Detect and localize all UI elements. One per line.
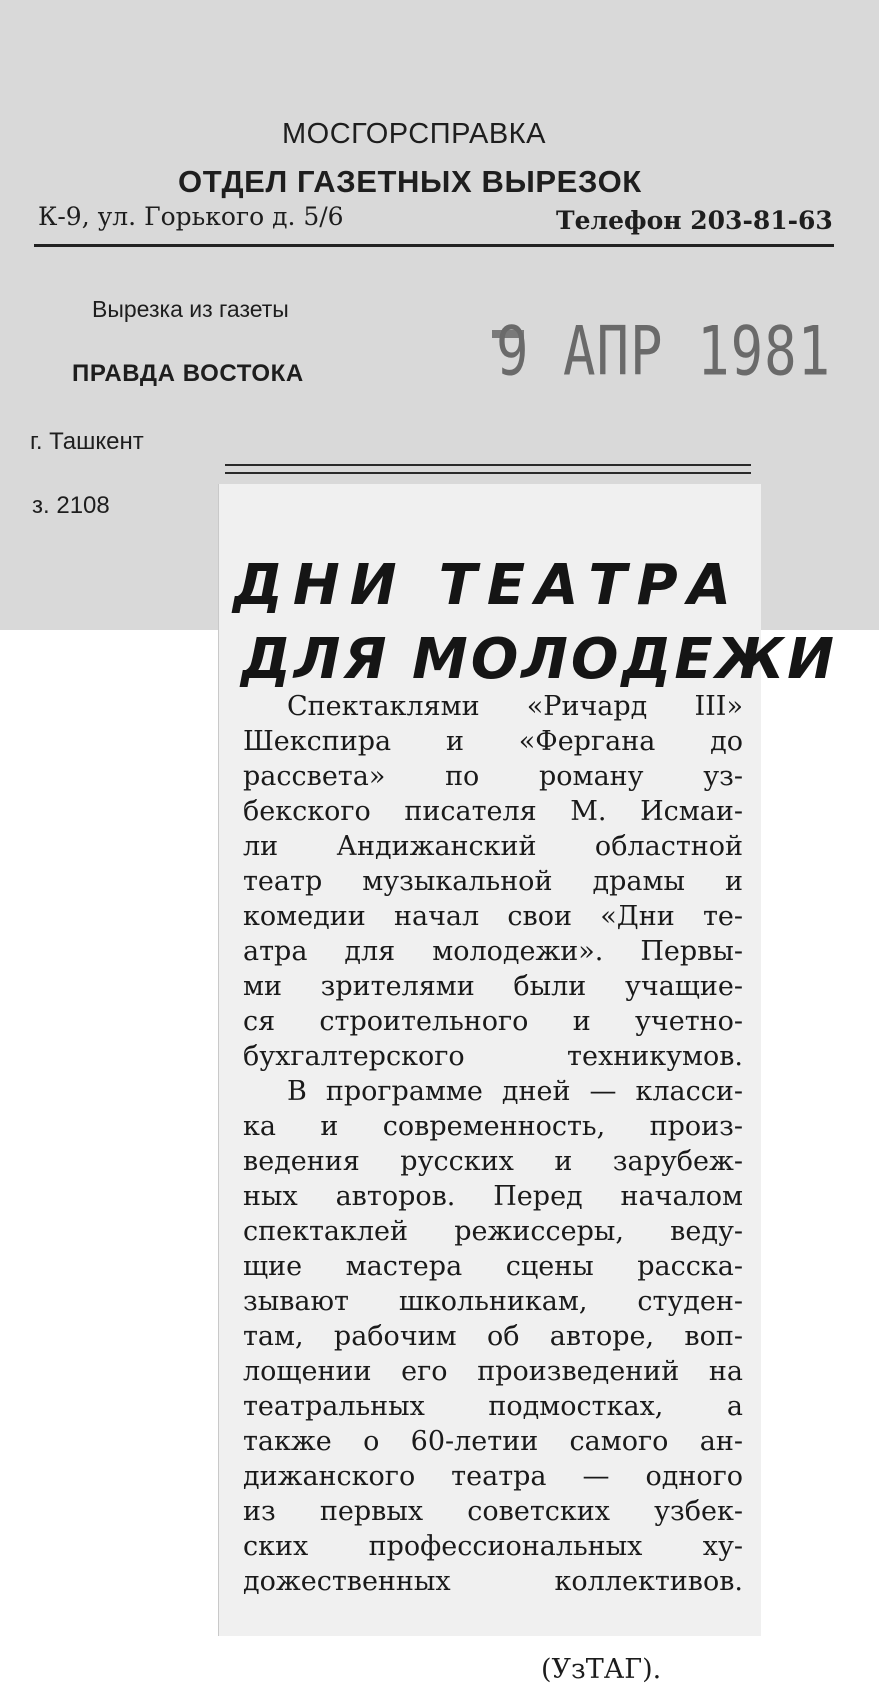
article-headline-line-1: ДНИ ТЕАТРА xyxy=(233,553,741,618)
article-line: ми зрителями были учащие- xyxy=(243,971,743,1002)
article-headline-line-2: ДЛЯ МОЛОДЕЖИ xyxy=(241,627,837,692)
article-body xyxy=(243,689,743,1599)
article-line: ских профессиональных ху- xyxy=(243,1531,743,1562)
clipping-top-rule-2 xyxy=(225,472,751,474)
article-line: зывают школьникам, студен- xyxy=(243,1286,743,1317)
header-divider xyxy=(34,244,834,247)
article-line: ных авторов. Перед началом xyxy=(243,1181,743,1212)
date-stamp: 9 АПР 1981 xyxy=(496,312,832,391)
article-line: ка и современность, произ- xyxy=(243,1111,743,1142)
order-number: з. 2108 xyxy=(32,492,110,519)
newspaper-name: ПРАВДА ВОСТОКА xyxy=(72,360,304,387)
article-signature: (УзТАГ). xyxy=(541,1654,662,1685)
article-line: атра для молодежи». Первы- xyxy=(243,936,743,967)
article-line: ся строительного и учетно- xyxy=(243,1006,743,1037)
article-line: ведения русских и зарубеж- xyxy=(243,1146,743,1177)
article-line: рассвета» по роману уз- xyxy=(243,761,743,792)
article-line: театральных подмостках, а xyxy=(243,1391,743,1422)
article-line: бухгалтерского техникумов. xyxy=(243,1041,743,1072)
article-line: ли Андижанский областной xyxy=(243,831,743,862)
newspaper-city: г. Ташкент xyxy=(30,428,144,455)
article-line: театр музыкальной драмы и xyxy=(243,866,743,897)
article-line: Спектаклями «Ричард III» xyxy=(287,691,743,722)
article-line: спектаклей режиссеры, веду- xyxy=(243,1216,743,1247)
bureau-address: К-9, ул. Горького д. 5/6 xyxy=(38,202,344,231)
article-line: дижанского театра — одного xyxy=(243,1461,743,1492)
article-line: Шекспира и «Фергана до xyxy=(243,726,743,757)
article-line: комедии начал свои «Дни те- xyxy=(243,901,743,932)
department-name: ОТДЕЛ ГАЗЕТНЫХ ВЫРЕЗОК xyxy=(178,164,642,199)
article-line: там, рабочим об авторе, воп- xyxy=(243,1321,743,1352)
article-line: В программе дней — класси- xyxy=(287,1076,743,1107)
article-line: дожественных коллективов. xyxy=(243,1566,743,1597)
article-line: из первых советских узбек- xyxy=(243,1496,743,1527)
bureau-name: МОСГОРСПРАВКА xyxy=(282,118,546,150)
clipping-top-rule xyxy=(225,464,751,466)
article-line: лощении его произведений на xyxy=(243,1356,743,1387)
article-line: щие мастера сцены расска- xyxy=(243,1251,743,1282)
article-line: также о 60-летии самого ан- xyxy=(243,1426,743,1457)
clipping-source-label: Вырезка из газеты xyxy=(92,296,289,322)
newspaper-clipping xyxy=(218,484,837,1685)
article-line: бекского писателя М. Исмаи- xyxy=(243,796,743,827)
bureau-phone: Телефон 203-81-63 xyxy=(556,206,833,235)
